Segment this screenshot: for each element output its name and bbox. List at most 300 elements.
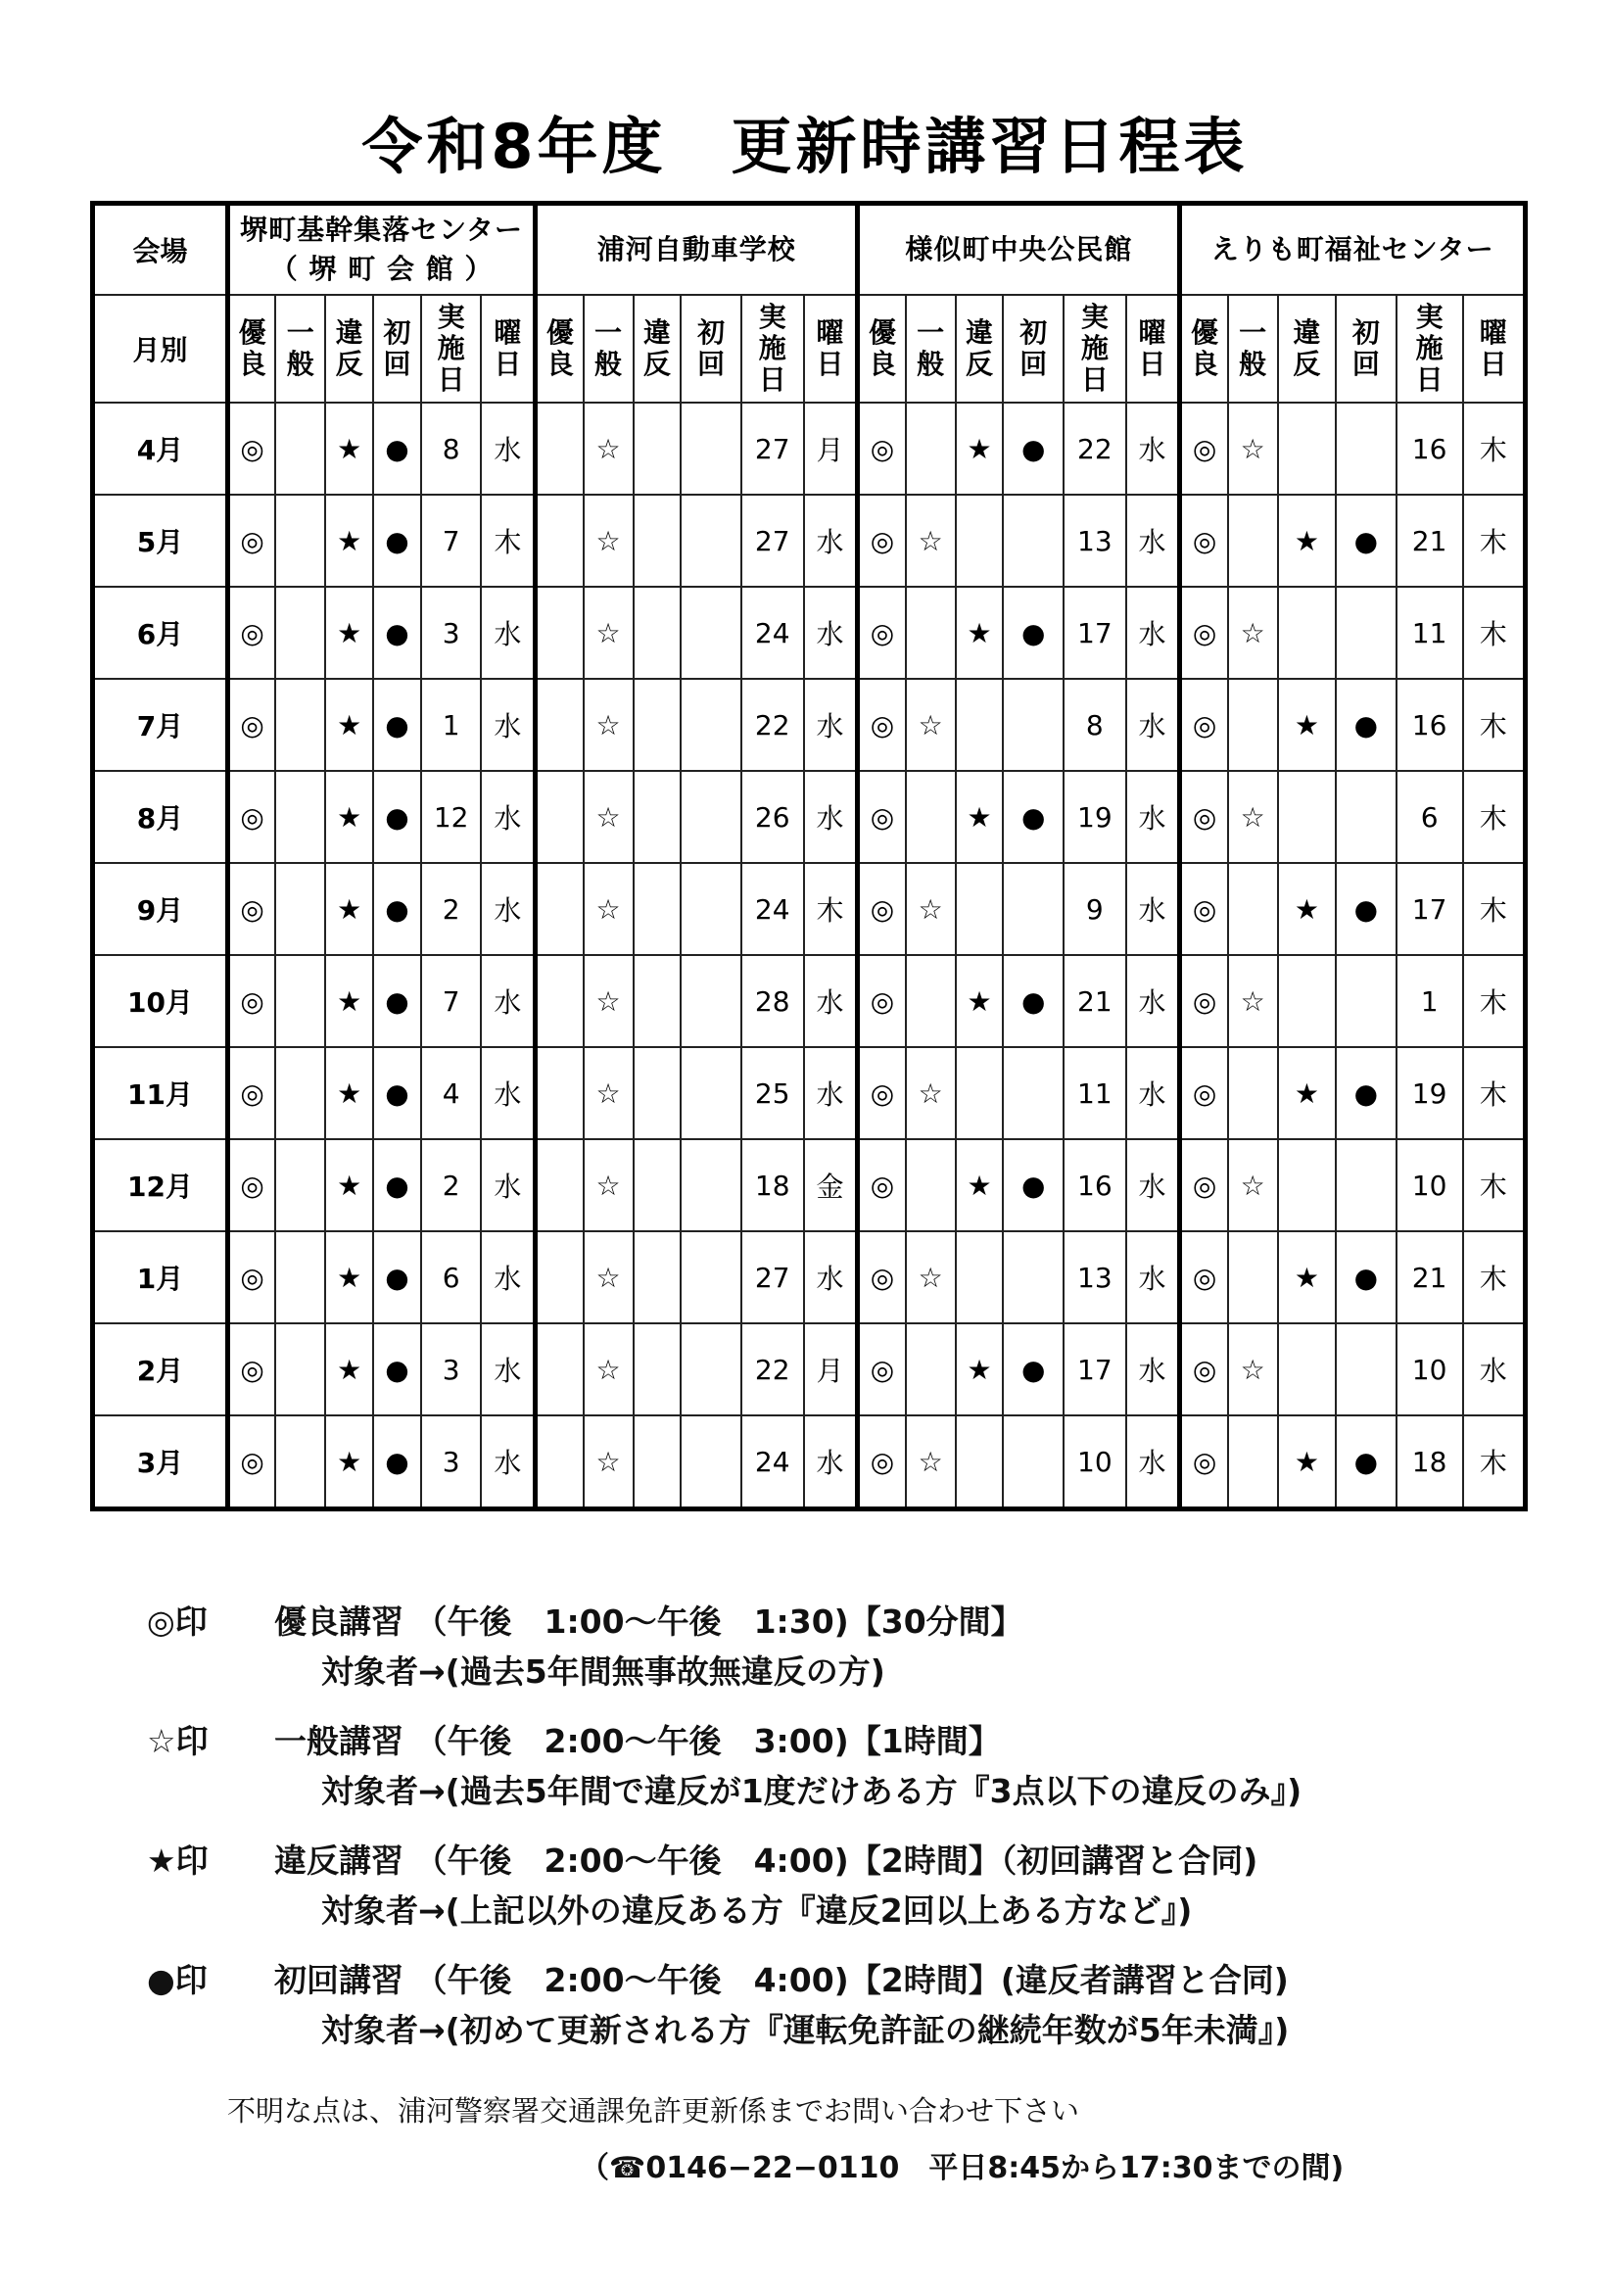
date-cell: 3 <box>421 1415 482 1509</box>
weekday-cell: 水 <box>481 955 535 1047</box>
date-cell: 18 <box>1397 1415 1463 1509</box>
mark-first <box>681 495 741 587</box>
date-cell: 2 <box>421 863 482 955</box>
mark-excellent: ◎ <box>1180 495 1228 587</box>
weekday-cell: 木 <box>1463 495 1526 587</box>
column-header <box>1336 295 1397 403</box>
date-cell: 6 <box>421 1231 482 1323</box>
mark-excellent: ◎ <box>227 1415 275 1509</box>
mark-violation <box>634 587 682 679</box>
mark-general <box>906 771 956 863</box>
legend-course: 初回講習 （午後 2:00〜午後 4:00)【2時間】(違反者講習と合同) <box>274 1961 1289 1999</box>
column-header <box>681 295 741 403</box>
mark-first <box>681 679 741 771</box>
mark-excellent: ◎ <box>1180 1047 1228 1139</box>
date-cell: 8 <box>1064 679 1126 771</box>
mark-first <box>1336 771 1397 863</box>
date-cell: 27 <box>741 495 804 587</box>
column-header <box>1180 295 1228 403</box>
mark-excellent: ◎ <box>227 863 275 955</box>
date-cell: 17 <box>1064 587 1126 679</box>
legend-target: 対象者→(過去5年間で違反が1度だけある方『3点以下の違反のみ』) <box>321 1772 1302 1810</box>
venue-header <box>536 204 858 296</box>
weekday-cell: 水 <box>804 1231 858 1323</box>
mark-violation: ★ <box>956 955 1004 1047</box>
mark-general: ☆ <box>1228 771 1278 863</box>
mark-violation: ★ <box>325 1047 373 1139</box>
mark-violation <box>1278 403 1336 495</box>
date-cell: 26 <box>741 771 804 863</box>
mark-excellent <box>536 1047 584 1139</box>
mark-violation <box>634 771 682 863</box>
mark-first <box>681 955 741 1047</box>
column-header <box>634 295 682 403</box>
weekday-cell: 水 <box>481 403 535 495</box>
column-header-label: 優良 <box>545 315 574 380</box>
column-header-label: 優良 <box>238 315 266 380</box>
table-row <box>93 1047 1526 1139</box>
mark-general: ☆ <box>1228 1139 1278 1231</box>
weekday-cell: 金 <box>804 1139 858 1231</box>
mark-first <box>1336 1139 1397 1231</box>
mark-general <box>275 955 325 1047</box>
mark-violation <box>956 1231 1004 1323</box>
mark-excellent: ◎ <box>1180 679 1228 771</box>
mark-first: ● <box>373 1415 421 1509</box>
weekday-cell: 水 <box>804 771 858 863</box>
mark-excellent <box>536 955 584 1047</box>
weekday-cell: 木 <box>1463 863 1526 955</box>
mark-first: ● <box>1003 955 1064 1047</box>
date-cell: 16 <box>1397 403 1463 495</box>
weekday-cell: 水 <box>1126 403 1180 495</box>
mark-general <box>275 495 325 587</box>
weekday-cell: 月 <box>804 1323 858 1415</box>
mark-excellent: ◎ <box>227 587 275 679</box>
mark-general: ☆ <box>584 1047 634 1139</box>
mark-violation: ★ <box>325 771 373 863</box>
mark-excellent: ◎ <box>1180 1415 1228 1509</box>
mark-first: ● <box>373 863 421 955</box>
mark-violation: ★ <box>325 403 373 495</box>
column-header <box>741 295 804 403</box>
column-header-label: 優良 <box>869 315 897 380</box>
weekday-cell: 水 <box>481 1139 535 1231</box>
mark-general: ☆ <box>906 679 956 771</box>
mark-general: ☆ <box>1228 403 1278 495</box>
mark-first <box>1336 403 1397 495</box>
mark-first <box>1336 955 1397 1047</box>
weekday-cell: 水 <box>1126 771 1180 863</box>
mark-general: ☆ <box>906 1047 956 1139</box>
mark-excellent: ◎ <box>858 1231 906 1323</box>
date-cell: 10 <box>1064 1415 1126 1509</box>
table-row <box>93 1323 1526 1415</box>
legend <box>147 1597 1518 2075</box>
weekday-cell: 水 <box>481 1231 535 1323</box>
legend-course: 優良講習 （午後 1:00〜午後 1:30)【30分間】 <box>274 1602 1023 1641</box>
mark-violation: ★ <box>325 495 373 587</box>
venue-name: えりも町福祉センター <box>1210 233 1494 265</box>
legend-course: 違反講習 （午後 2:00〜午後 4:00)【2時間】（初回講習と合同) <box>274 1842 1258 1880</box>
mark-violation <box>634 679 682 771</box>
column-header <box>325 295 373 403</box>
mark-first: ● <box>373 1047 421 1139</box>
mark-violation: ★ <box>1278 1415 1336 1509</box>
mark-first: ● <box>373 1231 421 1323</box>
column-header <box>373 295 421 403</box>
date-cell: 11 <box>1397 587 1463 679</box>
table-row <box>93 587 1526 679</box>
month-cell: 1月 <box>93 1231 228 1323</box>
weekday-cell: 水 <box>481 587 535 679</box>
mark-excellent: ◎ <box>1180 1139 1228 1231</box>
mark-first: ● <box>1003 1323 1064 1415</box>
mark-first: ● <box>1003 771 1064 863</box>
mark-excellent: ◎ <box>1180 955 1228 1047</box>
mark-general <box>906 1323 956 1415</box>
date-cell: 11 <box>1064 1047 1126 1139</box>
month-cell: 2月 <box>93 1323 228 1415</box>
column-header-label: 違反 <box>1293 315 1321 380</box>
mark-violation: ★ <box>956 403 1004 495</box>
date-cell: 21 <box>1397 1231 1463 1323</box>
mark-general: ☆ <box>584 1139 634 1231</box>
mark-violation <box>634 1047 682 1139</box>
mark-general: ☆ <box>906 1415 956 1509</box>
mark-first <box>681 1139 741 1231</box>
weekday-cell: 木 <box>1463 1415 1526 1509</box>
column-header-label: 曜日 <box>494 315 522 380</box>
legend-item <box>147 1836 1518 1932</box>
date-cell: 7 <box>421 955 482 1047</box>
table-row <box>93 955 1526 1047</box>
column-header-label: 初回 <box>1019 315 1048 380</box>
mark-violation: ★ <box>325 955 373 1047</box>
mark-first: ● <box>1336 495 1397 587</box>
column-header-label: 一般 <box>286 315 314 380</box>
legend-target: 対象者→(上記以外の違反ある方『違反2回以上ある方など』) <box>321 1891 1193 1930</box>
mark-general: ☆ <box>584 1323 634 1415</box>
month-cell: 10月 <box>93 955 228 1047</box>
weekday-cell: 水 <box>481 1047 535 1139</box>
venue-header <box>227 204 535 296</box>
mark-excellent <box>536 1139 584 1231</box>
mark-violation: ★ <box>325 1231 373 1323</box>
mark-first <box>1336 1323 1397 1415</box>
weekday-cell: 木 <box>1463 679 1526 771</box>
mark-general: ☆ <box>584 403 634 495</box>
date-cell: 16 <box>1064 1139 1126 1231</box>
mark-general: ☆ <box>584 495 634 587</box>
mark-excellent: ◎ <box>858 1323 906 1415</box>
venue-header <box>1180 204 1526 296</box>
table-row <box>93 771 1526 863</box>
mark-excellent: ◎ <box>227 955 275 1047</box>
column-header <box>421 295 482 403</box>
column-header-label: 一般 <box>917 315 945 380</box>
mark-first <box>1003 863 1064 955</box>
weekday-cell: 水 <box>1126 1047 1180 1139</box>
month-cell: 12月 <box>93 1139 228 1231</box>
mark-violation: ★ <box>1278 1231 1336 1323</box>
mark-first <box>681 863 741 955</box>
weekday-cell: 水 <box>1126 587 1180 679</box>
mark-first: ● <box>373 679 421 771</box>
mark-general <box>275 679 325 771</box>
column-header <box>481 295 535 403</box>
weekday-cell: 水 <box>481 1323 535 1415</box>
mark-violation: ★ <box>1278 1047 1336 1139</box>
weekday-cell: 木 <box>1463 1231 1526 1323</box>
mark-general <box>1228 679 1278 771</box>
mark-violation: ★ <box>956 1323 1004 1415</box>
column-header <box>1463 295 1526 403</box>
date-cell: 22 <box>1064 403 1126 495</box>
date-cell: 24 <box>741 587 804 679</box>
weekday-cell: 水 <box>481 863 535 955</box>
weekday-cell: 水 <box>481 771 535 863</box>
mark-violation: ★ <box>325 1323 373 1415</box>
mark-first <box>1336 587 1397 679</box>
mark-excellent <box>536 1231 584 1323</box>
mark-violation <box>1278 1323 1336 1415</box>
month-cell: 5月 <box>93 495 228 587</box>
venue-name: 堺町基幹集落センター <box>240 214 524 246</box>
column-header-label: 違反 <box>642 315 671 380</box>
table-row <box>93 863 1526 955</box>
mark-general: ☆ <box>906 1231 956 1323</box>
venue-name: 浦河自動車学校 <box>596 233 796 265</box>
legend-item <box>147 1716 1518 1812</box>
notice-text: 不明な点は、浦河警察署交通課免許更新係までお問い合わせ下さい <box>227 2094 1080 2128</box>
mark-general: ☆ <box>584 679 634 771</box>
legend-target: 対象者→(初めて更新される方『運転免許証の継続年数が5年未満』) <box>321 2011 1290 2049</box>
mark-general <box>275 587 325 679</box>
mark-first <box>681 1415 741 1509</box>
date-cell: 6 <box>1397 771 1463 863</box>
mark-general <box>906 403 956 495</box>
column-header <box>1278 295 1336 403</box>
column-header-label: 曜日 <box>1138 315 1166 380</box>
month-cell: 3月 <box>93 1415 228 1509</box>
weekday-cell: 水 <box>1126 679 1180 771</box>
mark-first: ● <box>373 955 421 1047</box>
table-row <box>93 1415 1526 1509</box>
mark-excellent <box>536 771 584 863</box>
date-cell: 22 <box>741 1323 804 1415</box>
mark-general <box>1228 495 1278 587</box>
weekday-cell: 木 <box>1463 403 1526 495</box>
mark-excellent <box>536 863 584 955</box>
mark-general: ☆ <box>584 955 634 1047</box>
mark-first <box>681 1323 741 1415</box>
mark-violation <box>634 1415 682 1509</box>
weekday-cell: 水 <box>1463 1323 1526 1415</box>
mark-first <box>681 587 741 679</box>
mark-first: ● <box>373 587 421 679</box>
column-header-label: 優良 <box>1191 315 1219 380</box>
mark-excellent: ◎ <box>1180 587 1228 679</box>
venue-subname: （ 堺 町 会 館 ） <box>269 253 494 285</box>
column-header <box>906 295 956 403</box>
column-header-label: 違反 <box>335 315 363 380</box>
mark-violation <box>1278 955 1336 1047</box>
mark-violation: ★ <box>325 1139 373 1231</box>
month-cell: 4月 <box>93 403 228 495</box>
mark-violation <box>634 403 682 495</box>
date-cell: 3 <box>421 587 482 679</box>
column-header <box>1397 295 1463 403</box>
mark-excellent: ◎ <box>858 679 906 771</box>
mark-first: ● <box>1336 1047 1397 1139</box>
date-cell: 13 <box>1064 495 1126 587</box>
mark-general <box>275 863 325 955</box>
mark-general: ☆ <box>1228 1323 1278 1415</box>
date-cell: 21 <box>1397 495 1463 587</box>
weekday-cell: 水 <box>481 679 535 771</box>
legend-symbol: ★印 <box>147 1842 209 1880</box>
mark-violation <box>1278 1139 1336 1231</box>
mark-excellent: ◎ <box>858 1139 906 1231</box>
mark-first <box>681 1231 741 1323</box>
column-header-label: 一般 <box>594 315 623 380</box>
mark-excellent: ◎ <box>1180 403 1228 495</box>
column-header-label: 実施日 <box>1415 300 1444 396</box>
mark-general: ☆ <box>584 771 634 863</box>
mark-excellent: ◎ <box>858 1047 906 1139</box>
date-cell: 24 <box>741 863 804 955</box>
table-row <box>93 495 1526 587</box>
mark-violation: ★ <box>956 771 1004 863</box>
mark-general: ☆ <box>906 495 956 587</box>
weekday-cell: 水 <box>1126 495 1180 587</box>
schedule-table <box>90 201 1528 1511</box>
mark-first: ● <box>373 403 421 495</box>
weekday-cell: 水 <box>804 1415 858 1509</box>
mark-violation: ★ <box>1278 863 1336 955</box>
date-cell: 1 <box>421 679 482 771</box>
weekday-cell: 水 <box>1126 955 1180 1047</box>
mark-excellent: ◎ <box>858 771 906 863</box>
date-cell: 4 <box>421 1047 482 1139</box>
mark-violation: ★ <box>956 587 1004 679</box>
mark-excellent: ◎ <box>858 587 906 679</box>
mark-excellent: ◎ <box>858 403 906 495</box>
column-header <box>858 295 906 403</box>
mark-general <box>275 1323 325 1415</box>
column-header <box>584 295 634 403</box>
mark-first: ● <box>373 1139 421 1231</box>
date-cell: 19 <box>1064 771 1126 863</box>
column-header-label: 初回 <box>383 315 411 380</box>
date-cell: 10 <box>1397 1323 1463 1415</box>
weekday-cell: 木 <box>481 495 535 587</box>
mark-general <box>275 1047 325 1139</box>
mark-general: ☆ <box>1228 587 1278 679</box>
mark-general <box>906 1139 956 1231</box>
column-header <box>227 295 275 403</box>
mark-first: ● <box>1336 1231 1397 1323</box>
mark-violation <box>634 1323 682 1415</box>
mark-violation: ★ <box>1278 495 1336 587</box>
date-cell: 17 <box>1064 1323 1126 1415</box>
column-header-label: 初回 <box>1351 315 1380 380</box>
date-cell: 17 <box>1397 863 1463 955</box>
weekday-cell: 水 <box>1126 1231 1180 1323</box>
legend-symbol: ●印 <box>147 1961 208 1999</box>
mark-violation: ★ <box>325 863 373 955</box>
mark-violation <box>634 495 682 587</box>
month-label: 月別 <box>93 295 228 403</box>
mark-general <box>275 403 325 495</box>
date-cell: 22 <box>741 679 804 771</box>
mark-excellent: ◎ <box>227 403 275 495</box>
date-cell: 21 <box>1064 955 1126 1047</box>
mark-first: ● <box>373 495 421 587</box>
column-header-label: 実施日 <box>1080 300 1109 396</box>
mark-violation <box>956 1047 1004 1139</box>
mark-first: ● <box>1003 1139 1064 1231</box>
mark-violation <box>634 1139 682 1231</box>
column-header <box>536 295 584 403</box>
legend-item <box>147 1955 1518 2051</box>
mark-violation <box>956 1415 1004 1509</box>
mark-first <box>1003 495 1064 587</box>
mark-violation <box>634 955 682 1047</box>
mark-violation: ★ <box>325 679 373 771</box>
table-row <box>93 1139 1526 1231</box>
table-row <box>93 1231 1526 1323</box>
month-cell: 11月 <box>93 1047 228 1139</box>
mark-violation <box>1278 771 1336 863</box>
mark-general: ☆ <box>584 587 634 679</box>
month-cell: 9月 <box>93 863 228 955</box>
mark-violation <box>1278 587 1336 679</box>
mark-first <box>1003 1047 1064 1139</box>
mark-first <box>681 403 741 495</box>
weekday-cell: 水 <box>804 679 858 771</box>
weekday-cell: 水 <box>804 955 858 1047</box>
column-header-label: 実施日 <box>437 300 465 396</box>
date-cell: 7 <box>421 495 482 587</box>
column-header-label: 一般 <box>1239 315 1267 380</box>
date-cell: 3 <box>421 1323 482 1415</box>
weekday-cell: 木 <box>804 863 858 955</box>
mark-general <box>906 955 956 1047</box>
mark-general <box>1228 1231 1278 1323</box>
month-cell: 8月 <box>93 771 228 863</box>
mark-first <box>1003 1231 1064 1323</box>
date-cell: 19 <box>1397 1047 1463 1139</box>
mark-excellent <box>536 1323 584 1415</box>
legend-symbol: ☆印 <box>147 1722 209 1760</box>
mark-violation <box>956 863 1004 955</box>
date-cell: 28 <box>741 955 804 1047</box>
mark-violation <box>634 863 682 955</box>
mark-violation: ★ <box>956 1139 1004 1231</box>
weekday-cell: 水 <box>804 1047 858 1139</box>
mark-excellent: ◎ <box>1180 1323 1228 1415</box>
column-header-label: 曜日 <box>1479 315 1507 380</box>
contact-info: （☎0146−22−0110 平日8:45から17:30までの間) <box>580 2151 1345 2185</box>
mark-excellent: ◎ <box>858 955 906 1047</box>
mark-general <box>275 771 325 863</box>
mark-violation <box>634 1231 682 1323</box>
mark-excellent: ◎ <box>227 679 275 771</box>
mark-first <box>1003 1415 1064 1509</box>
mark-general: ☆ <box>906 863 956 955</box>
